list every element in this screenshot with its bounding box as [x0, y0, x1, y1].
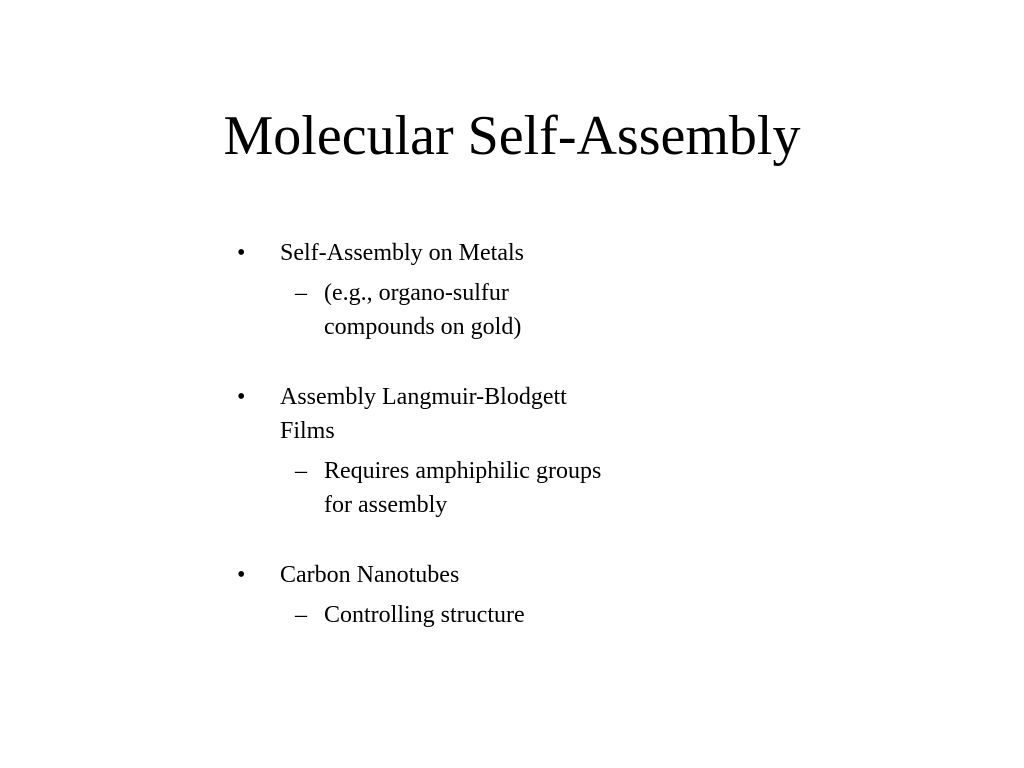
- bullet-text: Assembly Langmuir-Blodgett Films: [280, 384, 567, 444]
- dash-marker: –: [295, 458, 307, 484]
- sub-bullet-text: Requires amphiphilic groups for assembly: [324, 458, 602, 518]
- sub-bullet-item: [237, 598, 604, 632]
- bullet-list: [237, 236, 707, 632]
- bullet-marker: •: [237, 240, 246, 266]
- bullet-group: [237, 236, 707, 344]
- dash-marker: –: [295, 602, 307, 628]
- sub-bullet-text: (e.g., organo-sulfur compounds on gold): [324, 280, 522, 340]
- sub-bullet-text: Controlling structure: [324, 602, 525, 628]
- bullet-item: [237, 380, 625, 448]
- bullet-marker: •: [237, 562, 246, 588]
- sub-bullet-item: [237, 276, 604, 344]
- bullet-group: [237, 558, 707, 632]
- bullet-group: [237, 380, 707, 522]
- bullet-marker: •: [237, 384, 246, 410]
- bullet-text: Carbon Nanotubes: [280, 562, 460, 588]
- dash-marker: –: [295, 280, 307, 306]
- slide-title: Molecular Self-Assembly: [223, 105, 801, 167]
- bullet-item: [237, 558, 625, 592]
- bullet-text: Self-Assembly on Metals: [280, 240, 524, 266]
- bullet-item: [237, 236, 625, 270]
- sub-bullet-item: [237, 454, 604, 522]
